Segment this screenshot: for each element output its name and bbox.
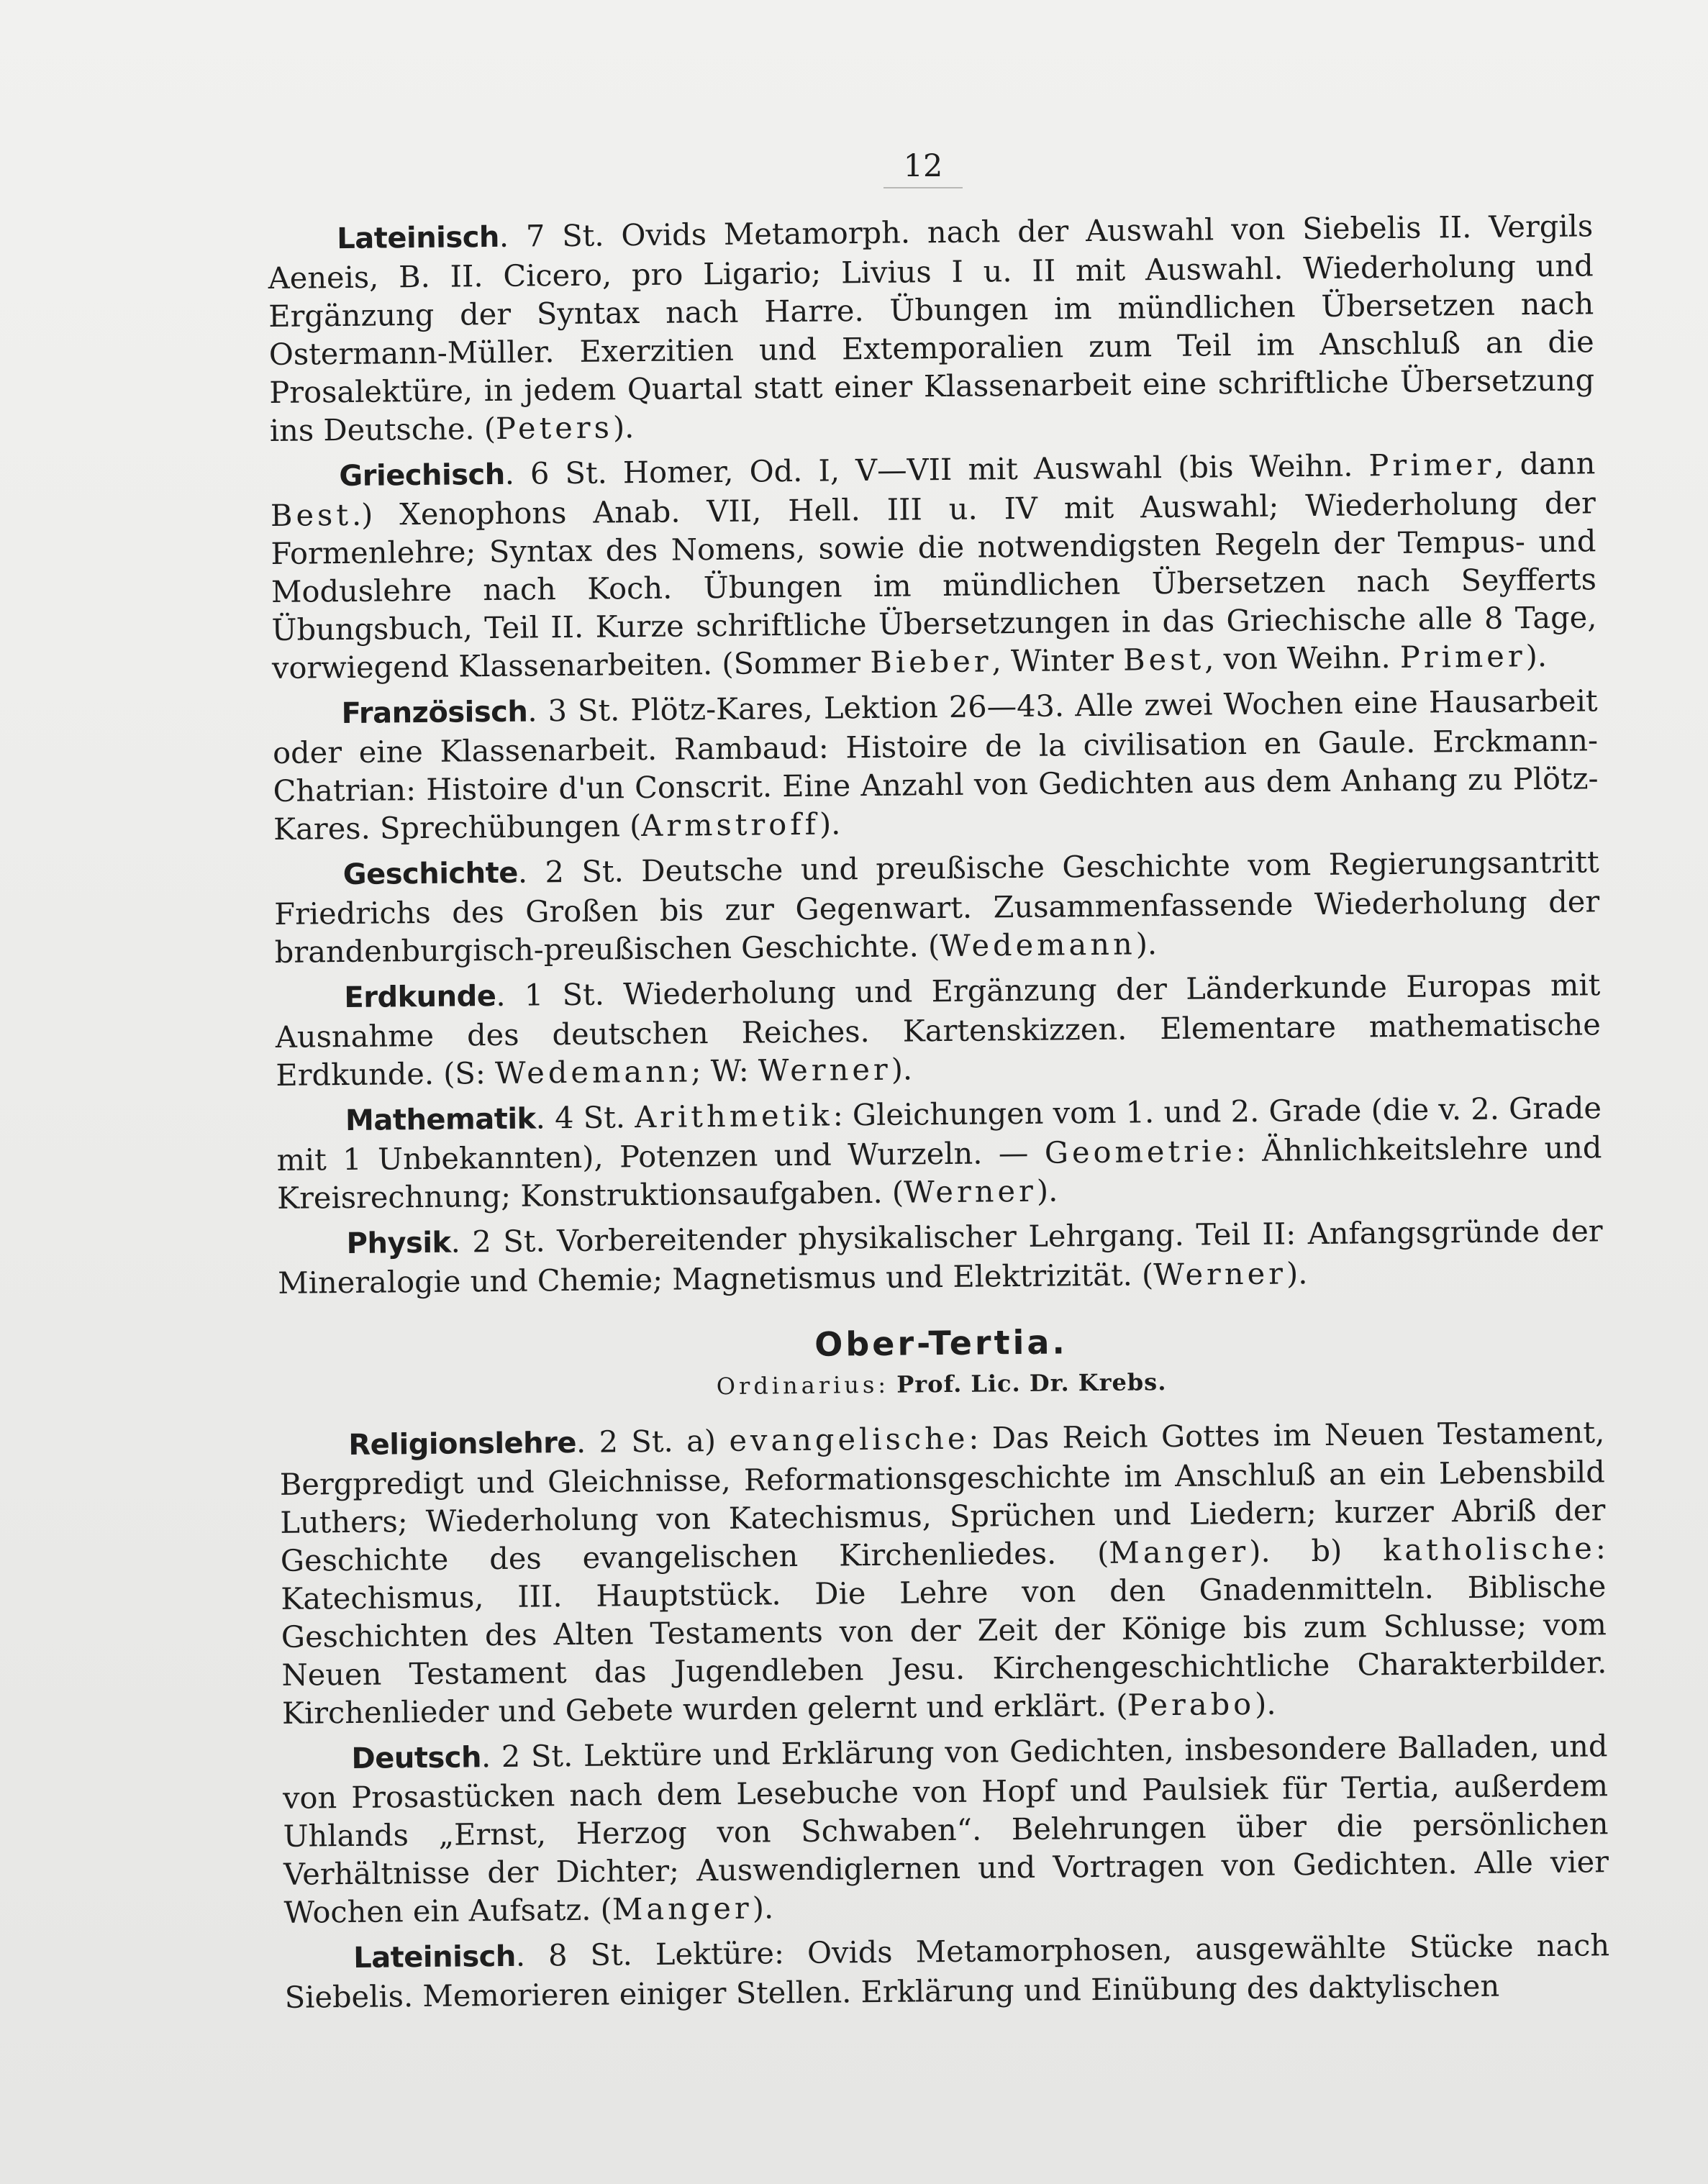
paragraph-text: . 3 St. Plötz-Kares, Lektion 26—43. Alle zwei Wochen eine Hausarbeit oder eine Klassenarbeit. Rambaud: Histoire de la civilisation en Gaule. Erckmann-Chatrian: Histoire d'un Conscrit. Eine Anzahl von Gedichten aus dem Anhang zu Plötz-Kares. Sprechübungen (	[272, 683, 1599, 847]
subject-heading-lateinisch: Lateinisch	[337, 220, 500, 256]
paragraph-geschichte	[273, 842, 1599, 971]
topic-evangelische: evangelische	[729, 1420, 969, 1458]
paragraph-text: : Ähnlichkeitslehre und Kreisrechnung; Konstruktionsaufgaben. (	[276, 1129, 1602, 1216]
paragraph-text: ).	[1254, 1685, 1276, 1721]
paragraph-text: , dann	[1494, 445, 1596, 482]
teacher-name: Wedemann	[494, 1053, 691, 1091]
paragraph-text: ).	[1286, 1255, 1308, 1291]
paragraph-text: . 2 St. Deutsche und preußische Geschichte vom Regierungsantritt Friedrichs des Großen bis zur Gegenwart. Zusammenfassende Wiederholung der brandenburgisch-preußischen Geschichte. (	[274, 844, 1600, 970]
paragraph-text: . 1 St. Wiederholung und Ergänzung der Länderkunde Europas mit Ausnahme des deutschen Reiches. Kartenskizzen. Elementare mathematische Erdkunde. (S:	[275, 967, 1602, 1093]
paragraph-text: ; W:	[691, 1052, 759, 1089]
subject-heading-religionslehre: Religionslehre	[348, 1426, 577, 1462]
subject-heading-lateinisch: Lateinisch	[353, 1939, 517, 1975]
teacher-name: Peters	[495, 409, 614, 446]
teacher-name: Perabo	[1127, 1685, 1255, 1723]
section-title: Ober-Tertia.	[814, 1322, 1068, 1364]
teacher-name: Werner	[1153, 1255, 1287, 1293]
paragraph-text: : Das Reich Gottes im Neuen Testament, Bergpredigt und Gleichnisse, Reformationsgeschichte im Anschluß an ein Lebensbild Luthers; Wiederholung von Katechismus, Sprüchen und Liedern; kurzer Abriß der Geschichte des evangelischen Kirchenliedes. (	[279, 1414, 1606, 1578]
subject-heading-mathematik: Mathematik	[345, 1102, 536, 1138]
paragraph-text: ). b)	[1249, 1532, 1384, 1569]
paragraph-lateinisch-ober-tertia	[284, 1926, 1610, 2016]
topic-arithmetik: Arithmetik	[634, 1097, 833, 1135]
subject-heading-geschichte: Geschichte	[342, 856, 519, 892]
paragraph-lateinisch	[268, 206, 1595, 450]
paragraph-mathematik	[276, 1088, 1602, 1217]
paragraph-griechisch	[270, 444, 1597, 687]
paragraph-physik	[277, 1211, 1603, 1302]
page-number: 12	[883, 148, 963, 188]
paragraph-text: . 7 St. Ovids Metamorph. nach der Auswahl von Siebelis II. Vergils Aeneis, B. II. Cicero, pro Ligario; Livius I u. II mit Auswahl. Wiederholung und Ergänzung der Syntax nach Harre. Übungen im mündlichen Übersetzen nach Ostermann-Müller. Exerzitien und Extemporalien zum Teil im Anschluß an die Prosalektüre, in jedem Quartal statt einer Klassenarbeit eine schriftliche Übersetzung ins Deutsche. (	[268, 208, 1595, 448]
teacher-name: Primer	[1399, 638, 1526, 675]
paragraph-text: .) Xenophons Anab. VII, Hell. III u. IV mit Auswahl; Wiederholung der Formenlehre; Syntax des Nomens, sowie die notwendigsten Regeln der Tempus- und Moduslehre nach Koch. Übungen im mündlichen Übersetzen nach Seyfferts Übungsbuch, Teil II. Kurze schriftliche Übersetzungen in das Griechische alle 8 Tage, vorwiegend Klassenarbeiten. (Sommer	[271, 485, 1597, 686]
paragraph-text: ).	[612, 409, 635, 445]
paragraph-text: . 2 St. Vorbereitender physikalischer Lehrgang. Teil II: Anfangsgründe der Mineralogie und Chemie; Magnetismus und Elektrizität. (	[277, 1213, 1603, 1301]
paragraph-deutsch	[282, 1726, 1609, 1932]
paragraph-erdkunde	[275, 965, 1601, 1094]
paragraph-text: . 8 St. Lektüre: Ovids Metamorphosen, ausgewählte Stücke nach Siebelis. Memorieren einiger Stellen. Erklärung und Einübung des daktylischen	[284, 1927, 1610, 2015]
teacher-name: Best	[1122, 641, 1205, 678]
paragraph-text: , von Weihn.	[1204, 639, 1401, 677]
paragraph-text: ).	[891, 1051, 913, 1087]
topic-katholische: katholische	[1382, 1530, 1596, 1568]
teacher-name: Manger	[1109, 1533, 1250, 1570]
paragraph-religionslehre	[279, 1413, 1607, 1732]
paragraph-text: ).	[752, 1890, 774, 1926]
subject-heading-physik: Physik	[346, 1226, 451, 1261]
paragraph-text: . 6 St. Homer, Od. I, V—VII mit Auswahl (bis Weihn.	[504, 447, 1369, 491]
teacher-name: Primer	[1368, 446, 1495, 483]
paragraph-text: ).	[819, 806, 841, 842]
subject-heading-franzoesisch: Französisch	[341, 695, 528, 731]
paragraph-text: : Katechismus, III. Hauptstück. Die Lehre von den Gnadenmitteln. Biblische Geschichten des Alten Testaments von der Zeit der Könige bis zum Schlusse; vom Neuen Testament das Jugendleben Jesu. Kirchengeschichtliche Charakterbilder. Kirchenlieder und Gebete wurden gelernt und erklärt. (	[281, 1530, 1607, 1731]
ordinarius-name: Prof. Lic. Dr. Krebs.	[896, 1368, 1167, 1398]
subject-heading-griechisch: Griechisch	[339, 458, 505, 493]
paragraph-text: . 2 St. a)	[576, 1422, 730, 1460]
paragraph-text: . 4 St.	[535, 1099, 635, 1136]
body-text	[268, 206, 1610, 2024]
paragraph-text: , Winter	[991, 642, 1124, 679]
teacher-name: Wedemann	[939, 926, 1136, 964]
paragraph-text: . 2 St. Lektüre und Erklärung von Gedichten, insbesondere Balladen, und von Prosastücken nach dem Lesebuche von Hopf und Paulsiek für Tertia, außerdem Uhlands „Ernst, Herzog von Schwaben“. Belehrungen über die persönlichen Verhältnisse der Dichter; Auswendiglernen und Vortragen von Gedichten. Alle vier Wochen ein Aufsatz. (	[282, 1728, 1609, 1930]
ordinarius-label: Ordinarius:	[716, 1370, 890, 1401]
paragraph-text: ).	[1525, 637, 1548, 674]
teacher-name: Werner	[758, 1051, 891, 1088]
teacher-name: Bieber	[870, 643, 992, 680]
teacher-name: Armstroff	[641, 806, 820, 844]
teacher-name: Werner	[903, 1173, 1037, 1210]
subject-heading-deutsch: Deutsch	[351, 1741, 482, 1775]
paragraph-text: ).	[1135, 926, 1158, 962]
topic-geometrie: Geometrie	[1044, 1133, 1236, 1170]
subject-heading-erdkunde: Erdkunde	[344, 980, 496, 1015]
paragraph-text: ).	[1036, 1173, 1058, 1209]
teacher-name: Manger	[612, 1890, 753, 1927]
teacher-name: Best	[270, 496, 353, 533]
paragraph-franzoesisch	[272, 681, 1599, 848]
paragraph-text: : Gleichungen vom 1. und 2. Grade (die v. 2. Grade mit 1 Unbekannten), Potenzen und Wurzeln. —	[276, 1090, 1602, 1178]
